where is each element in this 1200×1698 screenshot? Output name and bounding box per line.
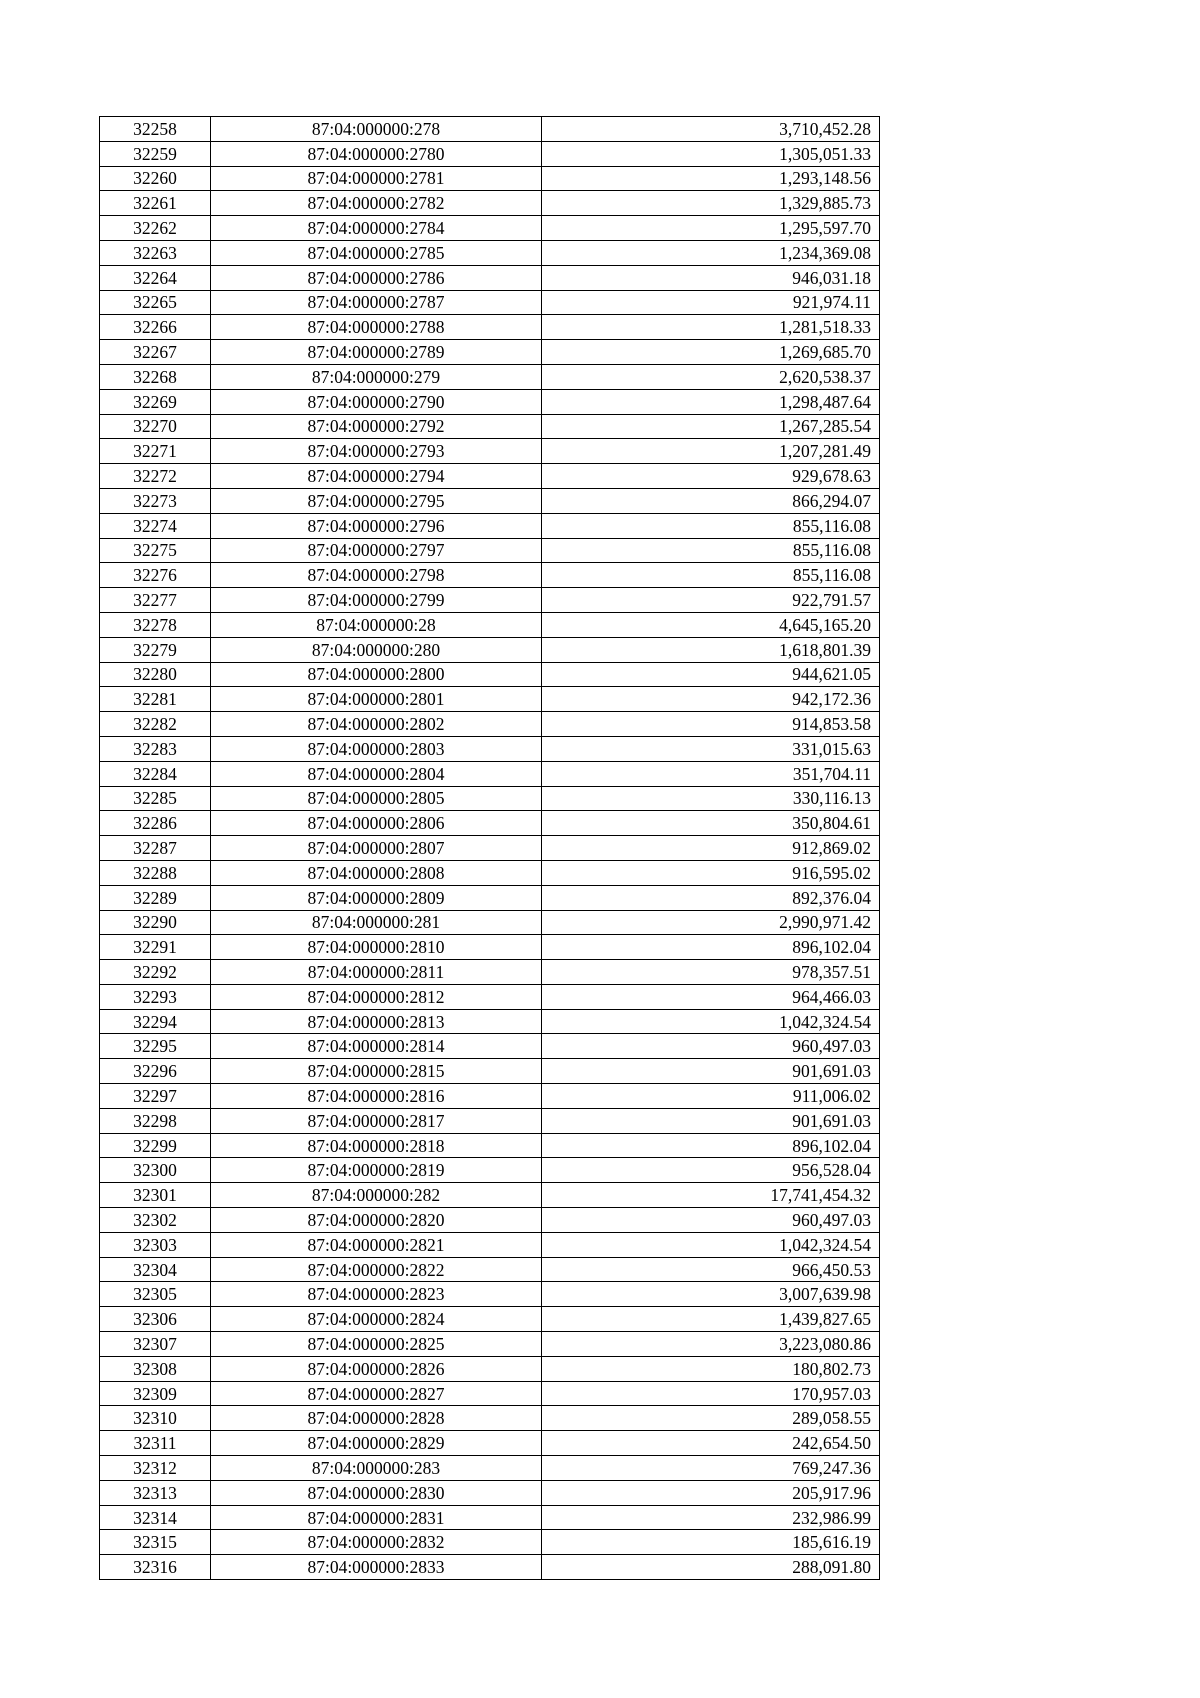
row-number-cell: 32266 [100,315,211,340]
row-number-cell: 32271 [100,439,211,464]
value-cell: 944,621.05 [542,662,880,687]
value-cell: 960,497.03 [542,1208,880,1233]
cadastral-number-cell: 87:04:000000:2796 [211,513,542,538]
row-number-cell: 32259 [100,141,211,166]
cadastral-number-cell: 87:04:000000:2818 [211,1133,542,1158]
row-number-cell: 32284 [100,761,211,786]
row-number-cell: 32274 [100,513,211,538]
row-number-cell: 32296 [100,1059,211,1084]
row-number-cell: 32310 [100,1406,211,1431]
value-cell: 911,006.02 [542,1084,880,1109]
cadastral-number-cell: 87:04:000000:2794 [211,464,542,489]
table-row [100,1480,880,1505]
table-row [100,960,880,985]
value-cell: 289,058.55 [542,1406,880,1431]
table-row [100,1356,880,1381]
value-cell: 180,802.73 [542,1356,880,1381]
row-number-cell: 32311 [100,1431,211,1456]
cadastral-number-cell: 87:04:000000:2793 [211,439,542,464]
table-row [100,414,880,439]
table-row [100,761,880,786]
cadastral-number-cell: 87:04:000000:2822 [211,1257,542,1282]
cadastral-number-cell: 87:04:000000:2815 [211,1059,542,1084]
value-cell: 855,116.08 [542,538,880,563]
value-cell: 964,466.03 [542,984,880,1009]
row-number-cell: 32291 [100,935,211,960]
cadastral-number-cell: 87:04:000000:2808 [211,860,542,885]
table-row [100,340,880,365]
value-cell: 351,704.11 [542,761,880,786]
table-row [100,265,880,290]
table-row [100,1108,880,1133]
value-cell: 942,172.36 [542,687,880,712]
row-number-cell: 32306 [100,1307,211,1332]
cadastral-number-cell: 87:04:000000:2788 [211,315,542,340]
value-cell: 1,329,885.73 [542,191,880,216]
cadastral-number-cell: 87:04:000000:2816 [211,1084,542,1109]
table-row [100,637,880,662]
row-number-cell: 32275 [100,538,211,563]
row-number-cell: 32299 [100,1133,211,1158]
cadastral-number-cell: 87:04:000000:2792 [211,414,542,439]
cadastral-number-cell: 87:04:000000:278 [211,117,542,142]
row-number-cell: 32300 [100,1158,211,1183]
value-cell: 1,298,487.64 [542,389,880,414]
value-cell: 901,691.03 [542,1059,880,1084]
row-number-cell: 32278 [100,612,211,637]
cadastral-number-cell: 87:04:000000:2826 [211,1356,542,1381]
value-cell: 922,791.57 [542,588,880,613]
cadastral-number-cell: 87:04:000000:2821 [211,1232,542,1257]
cadastral-number-cell: 87:04:000000:282 [211,1183,542,1208]
row-number-cell: 32282 [100,712,211,737]
row-number-cell: 32314 [100,1505,211,1530]
table-row [100,1009,880,1034]
cadastral-number-cell: 87:04:000000:2784 [211,216,542,241]
value-cell: 170,957.03 [542,1381,880,1406]
value-cell: 1,042,324.54 [542,1232,880,1257]
table-row [100,1133,880,1158]
cadastral-number-cell: 87:04:000000:281 [211,910,542,935]
cadastral-number-cell: 87:04:000000:2832 [211,1530,542,1555]
value-cell: 4,645,165.20 [542,612,880,637]
table-row [100,612,880,637]
table-row [100,1456,880,1481]
cadastral-number-cell: 87:04:000000:2828 [211,1406,542,1431]
cadastral-number-cell: 87:04:000000:2829 [211,1431,542,1456]
table-row [100,1505,880,1530]
value-cell: 966,450.53 [542,1257,880,1282]
row-number-cell: 32303 [100,1232,211,1257]
cadastral-number-cell: 87:04:000000:2827 [211,1381,542,1406]
row-number-cell: 32297 [100,1084,211,1109]
table-row [100,166,880,191]
table-row [100,315,880,340]
row-number-cell: 32308 [100,1356,211,1381]
cadastral-number-cell: 87:04:000000:2795 [211,488,542,513]
table-row [100,216,880,241]
cadastral-number-cell: 87:04:000000:2823 [211,1282,542,1307]
value-cell: 331,015.63 [542,736,880,761]
value-cell: 288,091.80 [542,1555,880,1580]
cadastral-value-table [99,116,880,1580]
row-number-cell: 32316 [100,1555,211,1580]
cadastral-number-cell: 87:04:000000:279 [211,364,542,389]
cadastral-number-cell: 87:04:000000:2801 [211,687,542,712]
value-cell: 978,357.51 [542,960,880,985]
cadastral-number-cell: 87:04:000000:280 [211,637,542,662]
cadastral-number-cell: 87:04:000000:2789 [211,340,542,365]
row-number-cell: 32279 [100,637,211,662]
cadastral-number-cell: 87:04:000000:2803 [211,736,542,761]
cadastral-number-cell: 87:04:000000:2811 [211,960,542,985]
row-number-cell: 32261 [100,191,211,216]
value-cell: 855,116.08 [542,563,880,588]
cadastral-number-cell: 87:04:000000:2781 [211,166,542,191]
row-number-cell: 32276 [100,563,211,588]
table-row [100,1257,880,1282]
table-row [100,191,880,216]
value-cell: 205,917.96 [542,1480,880,1505]
cadastral-number-cell: 87:04:000000:2812 [211,984,542,1009]
row-number-cell: 32281 [100,687,211,712]
row-number-cell: 32289 [100,885,211,910]
table-row [100,1307,880,1332]
value-cell: 3,007,639.98 [542,1282,880,1307]
cadastral-number-cell: 87:04:000000:2798 [211,563,542,588]
cadastral-number-cell: 87:04:000000:2804 [211,761,542,786]
value-cell: 185,616.19 [542,1530,880,1555]
table-row [100,240,880,265]
cadastral-number-cell: 87:04:000000:2780 [211,141,542,166]
cadastral-number-cell: 87:04:000000:2814 [211,1034,542,1059]
cadastral-number-cell: 87:04:000000:2825 [211,1332,542,1357]
value-cell: 1,305,051.33 [542,141,880,166]
row-number-cell: 32304 [100,1257,211,1282]
table-row [100,1183,880,1208]
value-cell: 2,620,538.37 [542,364,880,389]
row-number-cell: 32307 [100,1332,211,1357]
cadastral-number-cell: 87:04:000000:2787 [211,290,542,315]
cadastral-number-cell: 87:04:000000:2831 [211,1505,542,1530]
row-number-cell: 32309 [100,1381,211,1406]
table-row [100,538,880,563]
table-row [100,141,880,166]
cadastral-number-cell: 87:04:000000:2813 [211,1009,542,1034]
row-number-cell: 32312 [100,1456,211,1481]
table-row [100,364,880,389]
table-row [100,935,880,960]
row-number-cell: 32302 [100,1208,211,1233]
row-number-cell: 32269 [100,389,211,414]
row-number-cell: 32263 [100,240,211,265]
row-number-cell: 32298 [100,1108,211,1133]
value-cell: 929,678.63 [542,464,880,489]
table-body [100,117,880,1580]
table-row [100,439,880,464]
table-row [100,910,880,935]
row-number-cell: 32286 [100,811,211,836]
table-row [100,662,880,687]
table-row [100,786,880,811]
row-number-cell: 32313 [100,1480,211,1505]
value-cell: 914,853.58 [542,712,880,737]
cadastral-number-cell: 87:04:000000:2790 [211,389,542,414]
value-cell: 1,295,597.70 [542,216,880,241]
cadastral-number-cell: 87:04:000000:2824 [211,1307,542,1332]
value-cell: 1,042,324.54 [542,1009,880,1034]
table-row [100,1084,880,1109]
value-cell: 896,102.04 [542,935,880,960]
table-row [100,513,880,538]
table-row [100,736,880,761]
cadastral-number-cell: 87:04:000000:2782 [211,191,542,216]
row-number-cell: 32285 [100,786,211,811]
row-number-cell: 32277 [100,588,211,613]
row-number-cell: 32262 [100,216,211,241]
value-cell: 3,710,452.28 [542,117,880,142]
row-number-cell: 32305 [100,1282,211,1307]
value-cell: 1,267,285.54 [542,414,880,439]
table-row [100,712,880,737]
table-row [100,1034,880,1059]
cadastral-number-cell: 87:04:000000:2810 [211,935,542,960]
value-cell: 769,247.36 [542,1456,880,1481]
table-row [100,1158,880,1183]
table-row [100,860,880,885]
table-row [100,1381,880,1406]
value-cell: 1,281,518.33 [542,315,880,340]
row-number-cell: 32293 [100,984,211,1009]
value-cell: 1,207,281.49 [542,439,880,464]
value-cell: 901,691.03 [542,1108,880,1133]
row-number-cell: 32280 [100,662,211,687]
value-cell: 330,116.13 [542,786,880,811]
table-row [100,588,880,613]
table-row [100,1282,880,1307]
cadastral-number-cell: 87:04:000000:2799 [211,588,542,613]
value-cell: 2,990,971.42 [542,910,880,935]
cadastral-number-cell: 87:04:000000:2807 [211,836,542,861]
value-cell: 855,116.08 [542,513,880,538]
value-cell: 866,294.07 [542,488,880,513]
table-row [100,1332,880,1357]
row-number-cell: 32272 [100,464,211,489]
table-row [100,389,880,414]
cadastral-number-cell: 87:04:000000:2806 [211,811,542,836]
value-cell: 1,269,685.70 [542,340,880,365]
cadastral-number-cell: 87:04:000000:2819 [211,1158,542,1183]
value-cell: 896,102.04 [542,1133,880,1158]
value-cell: 946,031.18 [542,265,880,290]
table-row [100,1059,880,1084]
table-row [100,563,880,588]
table-row [100,984,880,1009]
value-cell: 921,974.11 [542,290,880,315]
value-cell: 1,293,148.56 [542,166,880,191]
row-number-cell: 32265 [100,290,211,315]
cadastral-number-cell: 87:04:000000:2786 [211,265,542,290]
table-row [100,1431,880,1456]
table-row [100,1208,880,1233]
value-cell: 916,595.02 [542,860,880,885]
table-row [100,1406,880,1431]
value-cell: 912,869.02 [542,836,880,861]
table-row [100,290,880,315]
value-cell: 350,804.61 [542,811,880,836]
row-number-cell: 32288 [100,860,211,885]
value-cell: 892,376.04 [542,885,880,910]
table-row [100,836,880,861]
cadastral-number-cell: 87:04:000000:283 [211,1456,542,1481]
table-row [100,811,880,836]
value-cell: 232,986.99 [542,1505,880,1530]
cadastral-number-cell: 87:04:000000:2820 [211,1208,542,1233]
cadastral-number-cell: 87:04:000000:2830 [211,1480,542,1505]
row-number-cell: 32283 [100,736,211,761]
cadastral-number-cell: 87:04:000000:2833 [211,1555,542,1580]
row-number-cell: 32315 [100,1530,211,1555]
cadastral-number-cell: 87:04:000000:2809 [211,885,542,910]
cadastral-number-cell: 87:04:000000:28 [211,612,542,637]
value-cell: 956,528.04 [542,1158,880,1183]
row-number-cell: 32267 [100,340,211,365]
row-number-cell: 32295 [100,1034,211,1059]
table-row [100,117,880,142]
value-cell: 242,654.50 [542,1431,880,1456]
value-cell: 1,439,827.65 [542,1307,880,1332]
cadastral-number-cell: 87:04:000000:2785 [211,240,542,265]
table-row [100,1232,880,1257]
table-row [100,488,880,513]
table-row [100,464,880,489]
table-row [100,687,880,712]
row-number-cell: 32273 [100,488,211,513]
cadastral-number-cell: 87:04:000000:2797 [211,538,542,563]
cadastral-number-cell: 87:04:000000:2802 [211,712,542,737]
value-cell: 1,234,369.08 [542,240,880,265]
cadastral-number-cell: 87:04:000000:2805 [211,786,542,811]
row-number-cell: 32264 [100,265,211,290]
row-number-cell: 32260 [100,166,211,191]
cadastral-number-cell: 87:04:000000:2817 [211,1108,542,1133]
row-number-cell: 32268 [100,364,211,389]
value-cell: 960,497.03 [542,1034,880,1059]
row-number-cell: 32287 [100,836,211,861]
row-number-cell: 32290 [100,910,211,935]
row-number-cell: 32294 [100,1009,211,1034]
table-row [100,885,880,910]
value-cell: 3,223,080.86 [542,1332,880,1357]
cadastral-number-cell: 87:04:000000:2800 [211,662,542,687]
row-number-cell: 32270 [100,414,211,439]
table-row [100,1530,880,1555]
row-number-cell: 32292 [100,960,211,985]
row-number-cell: 32301 [100,1183,211,1208]
value-cell: 1,618,801.39 [542,637,880,662]
row-number-cell: 32258 [100,117,211,142]
value-cell: 17,741,454.32 [542,1183,880,1208]
table-row [100,1555,880,1580]
